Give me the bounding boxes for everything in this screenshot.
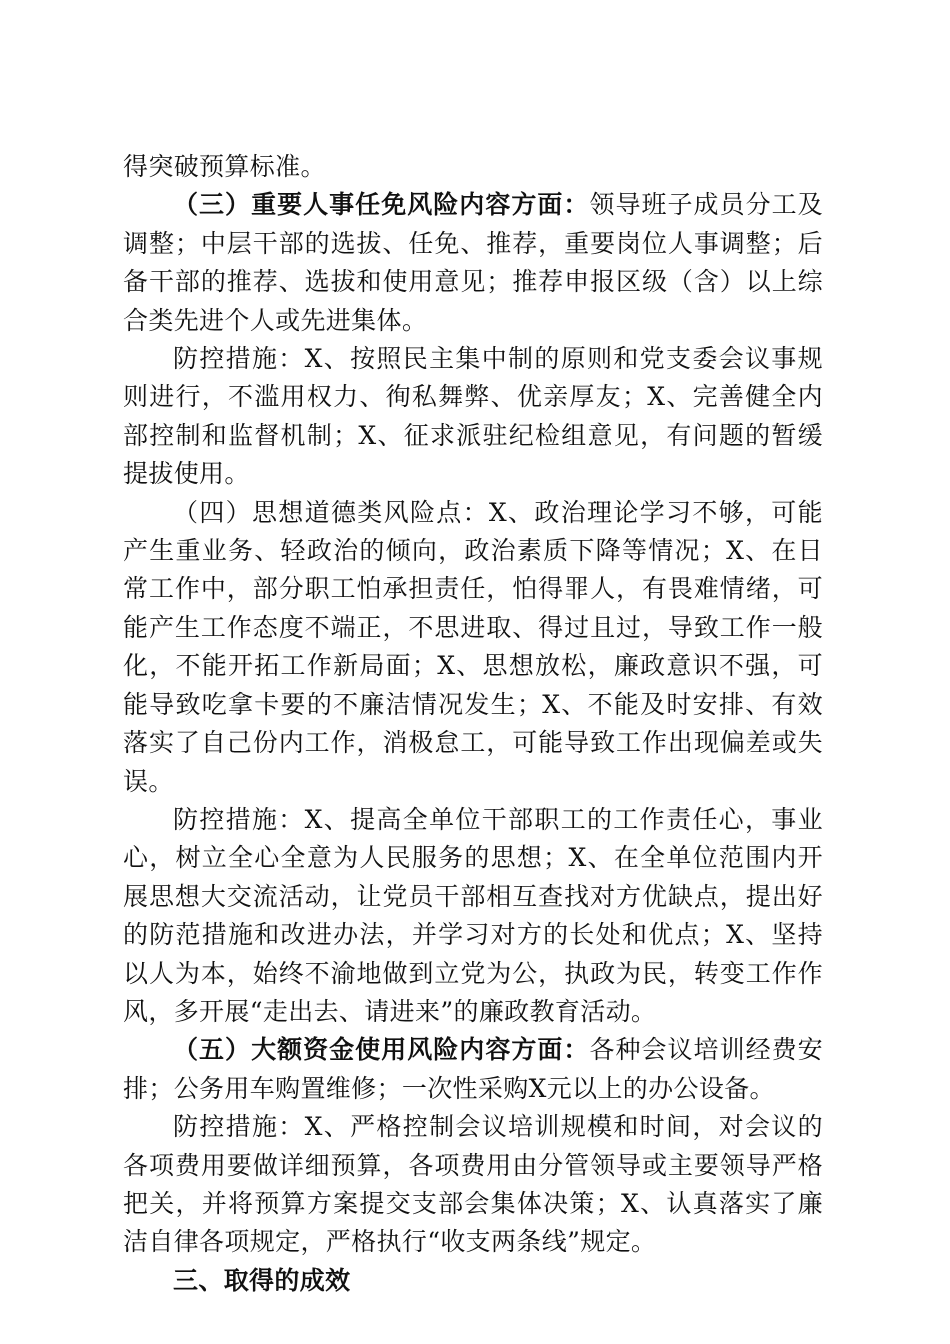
- paragraph-personnel-risk: [123, 186, 823, 340]
- document-page: [123, 148, 823, 1300]
- paragraph-funds-risk: [123, 1031, 823, 1108]
- subheading-funds-risk: （五）大额资金使用风险内容方面：: [173, 1035, 590, 1065]
- section-heading-results: 三、取得的成效: [173, 1265, 351, 1295]
- paragraph-moral-measures: 防控措施：X、提高全单位干部职工的工作责任心，事业心，树立全心全意为人民服务的思想；X、在全单位范围内开展思想大交流活动，让党员干部相互查找对方优缺点，提出好的防范措施和改进办法，并学习对方的长处和优点；X、坚持以人为本，始终不渝地做到立党为公，执政为民，转变工作作风，多开展“走出去、请进来”的廉政教育活动。: [123, 804, 823, 1026]
- paragraph-funds-measures: 防控措施：X、严格控制会议培训规模和时间，对会议的各项费用要做详细预算，各项费用由分管领导或主要领导严格把关，并将预算方案提交支部会集体决策；X、认真落实了廉洁自律各项规定，严格执行“收支两条线”规定。: [123, 1112, 823, 1257]
- personnel-risk-text: 领导班子成员分工及调整；中层干部的选拔、任免、推荐，重要岗位人事调整；后备干部的推荐、选拔和使用意见；推荐申报区级（含）以上综合类先进个人或先进集体。: [123, 190, 823, 335]
- paragraph-moral-risk: （四）思想道德类风险点：X、政治理论学习不够，可能产生重业务、轻政治的倾向，政治素质下降等情况；X、在日常工作中，部分职工怕承担责任，怕得罪人，有畏难情绪，可能产生工作态度不端正，不思进取、得过且过，导致工作一般化，不能开拓工作新局面；X、思想放松，廉政意识不强，可能导致吃拿卡要的不廉洁情况发生；X、不能及时安排、有效落实了自己份内工作，消极怠工，可能导致工作出现偏差或失误。: [123, 497, 823, 796]
- funds-risk-text: 各种会议培训经费安排；公务用车购置维修；一次性采购X元以上的办公设备。: [123, 1035, 823, 1103]
- subheading-personnel-risk: （三）重要人事任免风险内容方面：: [173, 190, 590, 220]
- paragraph-personnel-measures: 防控措施：X、按照民主集中制的原则和党支委会议事规则进行，不滥用权力、徇私舞弊、优亲厚友；X、完善健全内部控制和监督机制；X、征求派驻纪检组意见，有问题的暂缓提拔使用。: [123, 344, 823, 489]
- paragraph-budget-end: 得突破预算标准。: [123, 152, 326, 181]
